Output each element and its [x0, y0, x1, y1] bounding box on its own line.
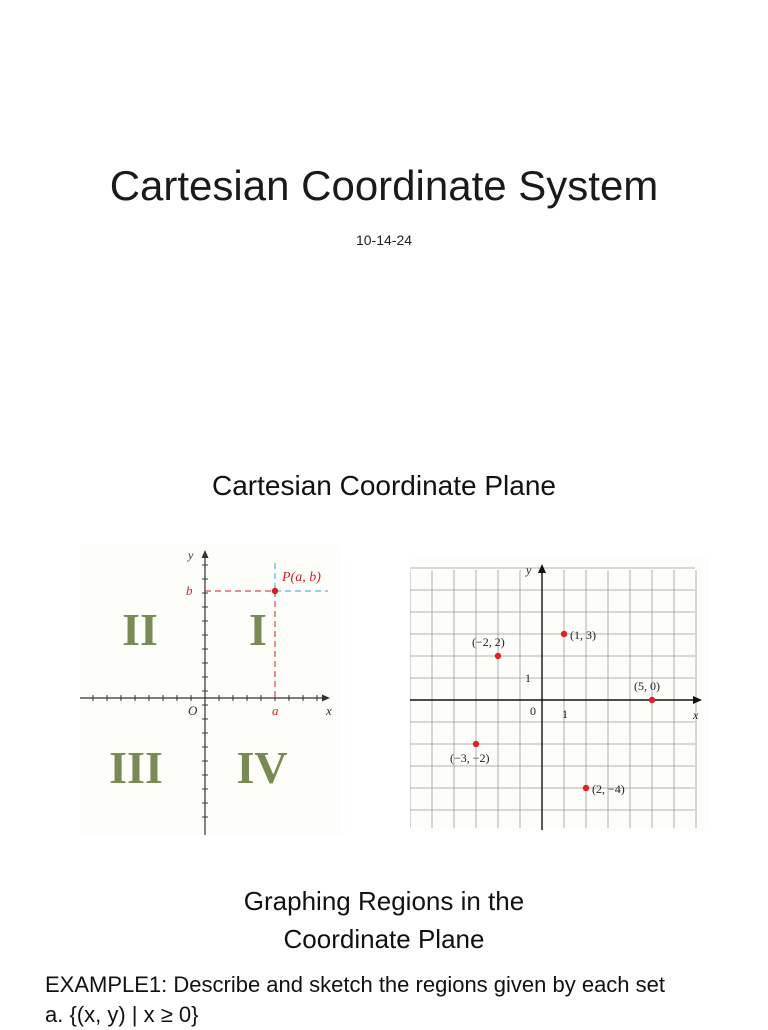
plotted-point-label: (2, −4) — [592, 782, 625, 796]
quadrant-i: I — [249, 604, 267, 655]
grid-plot — [410, 558, 710, 830]
grid-y-unit-label: 1 — [525, 671, 531, 685]
y-axis-label: y — [188, 548, 194, 562]
grid-x-unit-label: 1 — [562, 707, 568, 721]
date-label: 10-14-24 — [355, 232, 413, 248]
graphing-heading-line1: Graphing Regions in the — [243, 886, 525, 916]
grid-plot-svg — [410, 558, 710, 830]
quadrant-iv: IV — [236, 742, 288, 793]
x-axis-arrow — [322, 695, 330, 702]
point-p-label: P(a, b) — [282, 570, 321, 585]
plotted-point — [495, 653, 501, 659]
plotted-point-label: (−2, 2) — [472, 635, 505, 649]
example-item-a: a. {(x, y) | x ≥ 0} — [45, 1002, 199, 1027]
origin-label: O — [188, 703, 198, 718]
point-p — [272, 588, 278, 594]
grid-origin-label: 0 — [530, 704, 536, 718]
plotted-point — [473, 741, 479, 747]
grid-x-axis-arrow — [693, 696, 702, 704]
grid-points — [450, 628, 660, 796]
plotted-point-label: (−3, −2) — [450, 751, 490, 765]
b-label: b — [186, 583, 193, 598]
example-block — [45, 970, 745, 1030]
x-axis-label: x — [326, 703, 332, 718]
a-label: a — [272, 703, 279, 718]
plotted-point — [561, 631, 567, 637]
page-title: Cartesian Coordinate System — [109, 162, 659, 209]
plotted-point — [649, 697, 655, 703]
grid-y-axis-label: y — [526, 563, 532, 577]
grid-y-axis-arrow — [538, 564, 546, 573]
section-heading: Cartesian Coordinate Plane — [212, 470, 556, 501]
quadrant-diagram-svg — [80, 545, 342, 835]
plotted-point-label: (1, 3) — [570, 628, 596, 642]
quadrant-diagram — [80, 545, 342, 835]
example-text: EXAMPLE1: Describe and sketch the regions given by each set — [45, 972, 666, 997]
graphing-heading-line2: Coordinate Plane — [283, 924, 485, 954]
grid-x-axis-label: x — [693, 708, 699, 722]
plotted-point — [583, 785, 589, 791]
quadrant-ii: II — [122, 604, 158, 655]
plotted-point-label: (5, 0) — [634, 679, 660, 693]
graphing-regions-heading — [0, 882, 768, 958]
quadrant-iii: III — [109, 742, 163, 793]
y-axis-arrow — [202, 550, 209, 558]
